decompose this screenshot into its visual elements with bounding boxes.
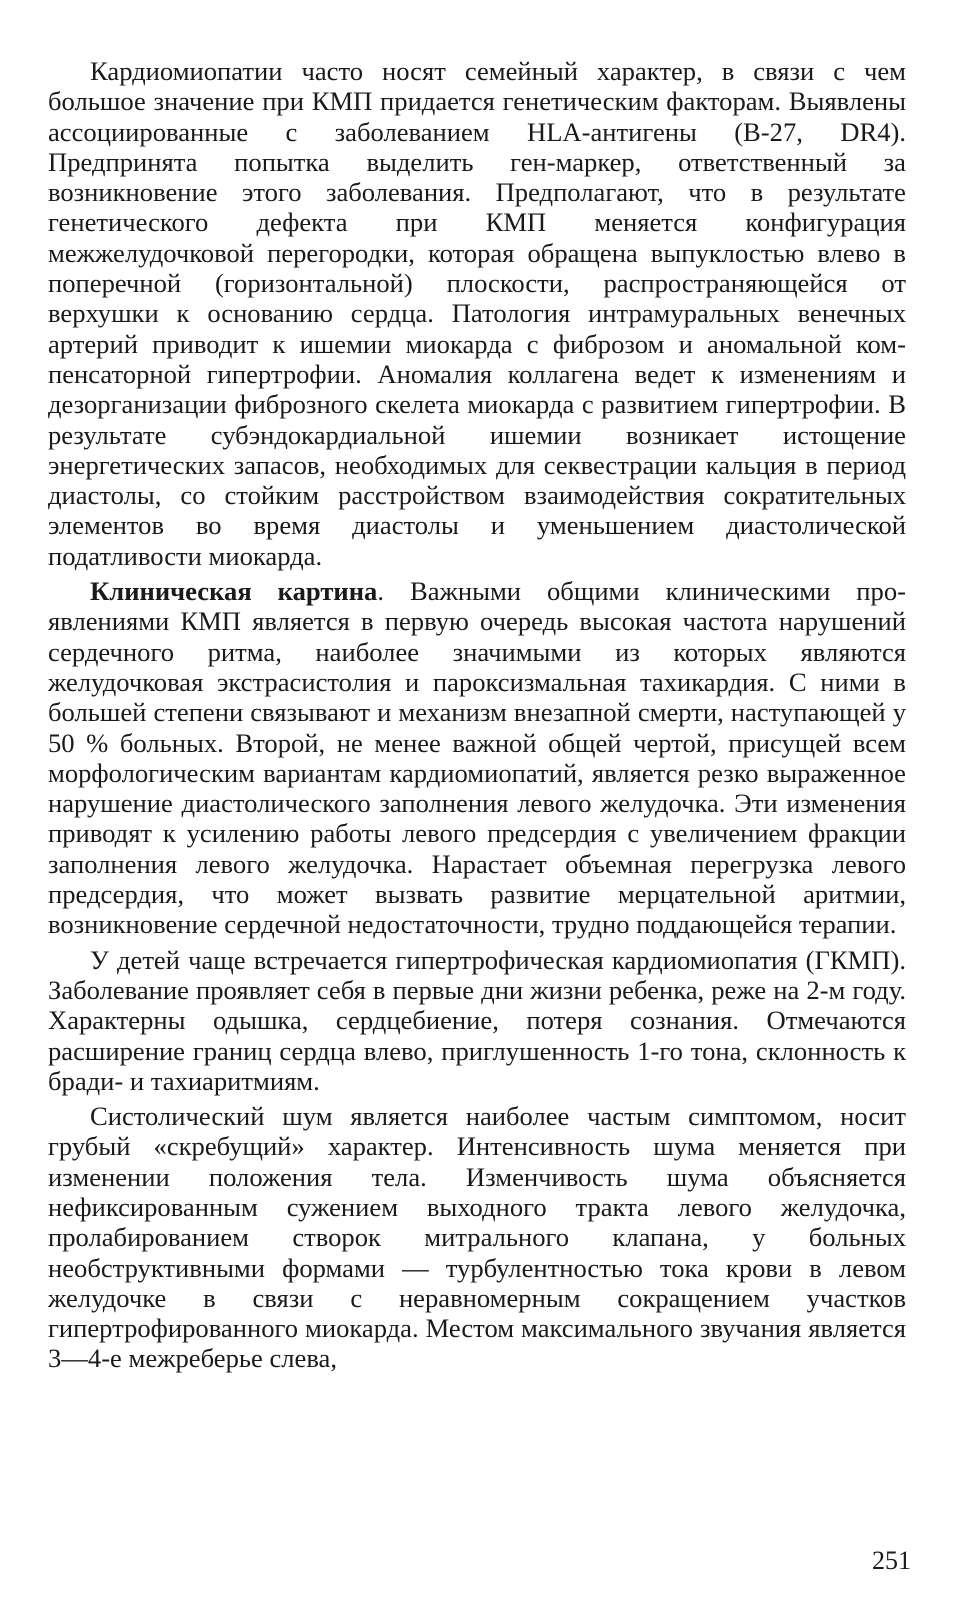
paragraph-text: . Важными общими клиническими проявлениями КМП является в первую очередь высокая частота нарушений сердечного ритма, наиболее значимыми из которых являются желудочковая экстрасистолия и пароксизмальная тахикардия. С ними в большей степени связывают и механизм внезапной смерти, наступающей у 50 % больных. Второй, не менее важной общей чертой, присущей всем морфологическим вариантам кардиомиопатий, является резко выраженное нарушение диастолического заполнения левого желудочка. Эти изменения приводят к усилению работы левого предсердия с увеличением фракции заполнения левого желудочка. Нарастает объемная перегрузка левого предсердия, что может вызвать развитие мерцательной аритмии, возникновение сердечной недостаточности, трудно поддающейся терапии.	[48, 576, 906, 940]
paragraph-children-hcm	[48, 945, 906, 1096]
paragraph-systolic-murmur	[48, 1101, 906, 1374]
paragraph-clinical-picture	[48, 576, 906, 940]
page-number: 251	[872, 1546, 911, 1575]
paragraph-text: Систолический шум является наиболее частым симптомом, носит грубый «скребущий» характер. Интенсивность шума меняется при изменении положения тела. Изменчивость шума объясняется нефиксированным сужением выходного тракта левого желудочка, пролабированием створок митрального клапана, у больных необструктивными формами — турбулентностью тока крови в левом желудочке в связи с неравномерным сокращением участков гипертрофированного миокарда. Местом максимального звучания является 3—4-е межреберье слева,	[48, 1101, 906, 1374]
paragraph-text: Кардиомиопатии часто носят семейный характер, в связи с чем большое значение при КМП придается генетическим факторам. Выявлены ассоциированные с заболеванием HLA-антигены (B-27, DR4). Предпринята попытка выделить ген-маркер, ответственный за возникновение этого заболевания. Предполагают, что в результате генетического дефекта при КМП меняется конфигурация межжелудочковой перегородки, которая обращена выпуклостью влево в поперечной (горизонтальной) плоскости, распространяющейся от верхушки к основанию сердца. Патология интрамуральных венечных артерий приводит к ишемии миокарда с фиброзом и аномальной компенсаторной гипертрофии. Аномалия коллагена ведет к изменениям и дезорганизации фиброзного скелета миокарда с развитием гипертрофии. В результате субэндокардиальной ишемии возникает истощение энергетических запасов, необходимых для секвестрации кальция в период диастолы, со стойким расстройством взаимодействия сократительных элементов во время диастолы и уменьшением диастолической податливости миокарда.	[48, 56, 906, 571]
section-lead-heading: Клиническая картина	[90, 576, 378, 607]
paragraph-genetics	[48, 56, 906, 571]
page-body	[48, 56, 906, 1379]
paragraph-text: У детей чаще встречается гипертрофическая кардиомиопатия (ГКМП). Заболевание проявляет себя в первые дни жизни ребенка, реже на 2-м году. Характерны одышка, сердцебиение, потеря сознания. Отмечаются расширение границ сердца влево, приглушенность 1-го тона, склонность к бради- и тахиаритмиям.	[48, 944, 906, 1096]
